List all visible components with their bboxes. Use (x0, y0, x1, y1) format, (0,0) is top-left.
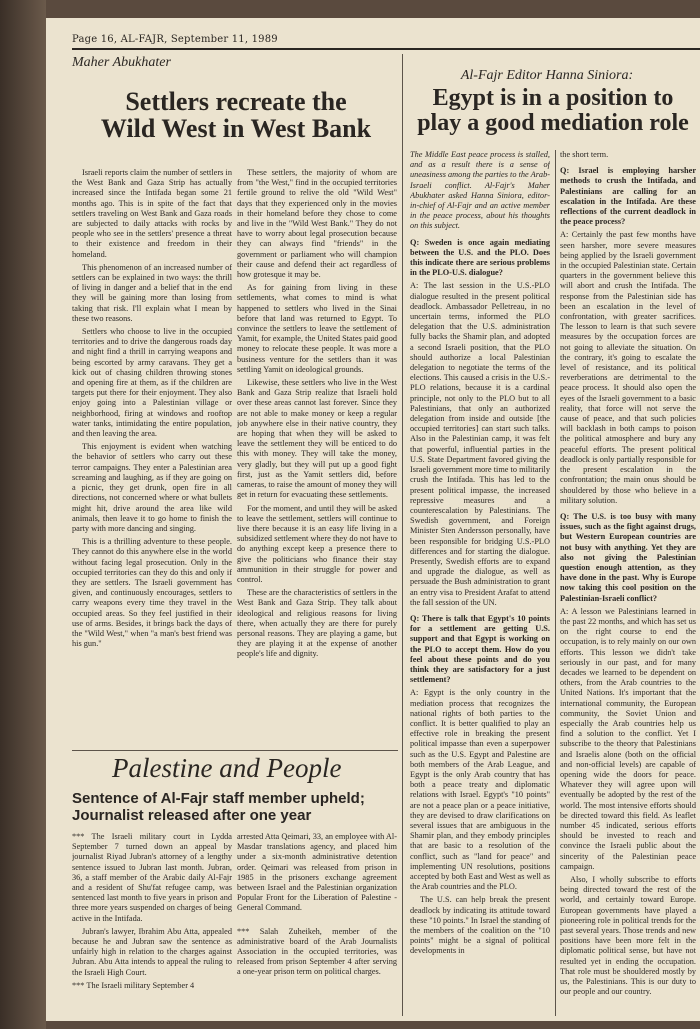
paragraph: As for gaining from living in these settlements, what comes to mind is what happened to settlers who lived in the Sinai before that land was returned to Egypt. To convince the settlers to leave the settlement of Yamit, for example, the United States paid good money to relocate these people. It was more a business venture for the settlers than it was settling Yamit on ideological grounds. (237, 283, 397, 374)
question: Q: Israel is employing harsher methods to crush the Intifada, and Palestinians are calling for an escalation in the Intifada. Are these reflections of the current deadlock in the peace process? (560, 166, 696, 227)
left-headline-line-1: Settlers recreate the (125, 87, 347, 116)
question: Q: The U.S. is too busy with many issues, such as the fight against drugs, but Western European countries are not busy with anything. Yet they are also not giving the Palestinian question enough attention, as they have done in the past. Why is Europe now taking this cool position on the Palestinian-Israeli conflict? (560, 511, 696, 603)
right-article-column-2 (560, 150, 696, 1018)
news-brief-column-2 (237, 832, 397, 1014)
paragraph: Jubran's lawyer, Ibrahim Abu Atta, appealed because he and Jubran saw the sentence as unfairly high in relation to the charges against Jubran. Abu Atta intends to appeal the ruling to the Israeli High Court. (72, 926, 232, 977)
newspaper-page (46, 18, 700, 1021)
paragraph: The U.S. can help break the present deadlock by indicating its attitude toward these "10 points." In Israel the standing of the members of the coalition on the "10 points" might be a signal of political developments in (410, 895, 550, 956)
news-brief-headline-line-1: Sentence of Al-Fajr staff member upheld; (72, 790, 365, 807)
left-article-column-2 (237, 168, 397, 748)
news-brief-column-1 (72, 832, 232, 1014)
right-headline-line-1: Egypt is in a position to (432, 85, 674, 111)
paragraph: *** The Israeli military court in Lydda September 7 turned down an appeal by journalist Riyad Jubran's attorney of a lengthy sentence issued to Jubran last month. Jubran, 36, a staff member of the Arabic daily Al-Fajr and a resident of Shu'fat refugee camp, was sentenced last month to five years in prison and three more years suspended on charges of being active in the Intifada. (72, 832, 232, 923)
question: Q: Sweden is once again mediating between the U.S. and the PLO. Does this indicate there are serious problems in the PLO-U.S. dialogue? (410, 237, 550, 278)
right-headline-line-2: play a good mediation role (417, 110, 689, 137)
right-article-column-1 (410, 150, 550, 1018)
paragraph: These are the characteristics of settlers in the West Bank and Gaza Strip. They talk about ideological and religious reasons for living there, when actually they are there for purely personal reasons. They are playing a game, but they are playing it at the expense of another people's life and dignity. (237, 588, 397, 659)
paragraph: Israeli reports claim the number of settlers in the West Bank and Gaza Strip has actually increased since the Intifada began some 21 months ago. This is in spite of the fact that settlers traveling on West Bank and Gaza roads are subjected to daily attacks with rocks by people who see in the settlers' presence a threat to their existence and freedom in their homeland. (72, 168, 232, 259)
question: Q: There is talk that Egypt's 10 points for a settlement are getting U.S. support and that Egypt is working on the PLO to accept them. How do you feel about these points and do you think they are satisfactory for a just settlement? (410, 613, 550, 685)
intro-paragraph: The Middle East peace process is stalled, and as a result there is a sense of uneasiness among the parties to the Arab-Israeli conflict. Al-Fajr's Maher Abukhater asked Hanna Siniora, editor-in-chief of Al-Fajr and an active member in the peace process, about his thoughts on this subject. (410, 150, 550, 231)
paragraph: This is a thrilling adventure to these people. They cannot do this anywhere else in the world without facing legal prosecution. Only in the occupied territories can they do this and only if they are settlers. The Israeli government has given, and continuously encourages, settlers to carry weapons every time they travel in the occupied areas. So they feel justified in their use of arms. Besides, it brings back the days of the "Wild West," when "a man's best friend was his gun." (72, 537, 232, 649)
spacer (237, 917, 397, 927)
section-divider (72, 750, 398, 751)
paragraph: This phenomenon of an increased number of settlers can be explained in two ways: the thrill of living in danger and a belief that in the end they will be gaining more than losing from taking that risk. I'll explain what I mean by these two reasons. (72, 262, 232, 323)
paragraph: *** Salah Zuheikeh, member of the administrative board of the Arab Journalists Association in the occupied territories, was released from prison September 4 after serving a one-year prison term on political charges. (237, 926, 397, 977)
paragraph: *** The Israeli military September 4 (72, 980, 195, 990)
page-edge-shadow (0, 0, 46, 1029)
column-divider (402, 54, 403, 1016)
news-brief-headline (72, 790, 402, 824)
paragraph: For the moment, and until they will be asked to leave the settlement, settlers will continue to live there because it is an easy life living in a subsidized settlement where they do not have to do anything except keep a presence there to give the politicians who finance their stay ammunition in their struggle for power and control. (237, 503, 397, 584)
header-rule (72, 48, 700, 50)
left-headline-line-2: Wild West in West Bank (100, 114, 372, 144)
answer: A: A lesson we Palestinians learned in the past 22 months, and which has set us on the right course to end the occupation, is to rely mainly on our own efforts. This lesson we didn't take seriously in our past, and for many decades we learned to be dependent on others, from the Arab countries to the United Nations. It's important that the international community, the European community, the Soviet Union and especially the Arab countries help us find a solution to the conflict. Yet I subscribe to the theory that Palestinians and Israelis alone (both on the official and non-official levels) are capable of opening wide the doors for peace. Whatever they will agree upon will eventually be adopted by the rest of the world. The most intensive efforts should be directed toward this field. As leaflet number 45 indicated, serious efforts should be invested to reach and convince the Israeli public about the sincerity of the Palestinian peace campaign. (560, 606, 696, 871)
news-brief-headline-line-2: Journalist released after one year (72, 807, 312, 824)
left-byline: Maher Abukhater (72, 55, 171, 70)
answer: A: Egypt is the only country in the mediation process that recognizes the national rights of both parties to the conflict. It is better qualified to play an effective role in breaking the present political impasse than even a superpower such as the U.S. Egypt and Palestine are both members of the Arab League, and Egypt is the only Arab country that has both a peace treaty and diplomatic relations with Israel. Egypt's "10 points" are not a peace plan or a peace initiative, they are devised to draw clarifications on several issues that are ambiguous in the Shamir plan, and they embody principles that are basic to a resolution of the conflict, such as "land for peace" and implementing UN resolutions, positions accepted by both East and West as well as the Arab countries and the PLO. (410, 688, 550, 892)
section-title: Palestine and People (112, 753, 342, 783)
paragraph: Likewise, these settlers who live in the West Bank and Gaza Strip realize that Israeli hold over these areas cannot last forever. Since they are not able to make money or keep a regular job anywhere else in their native country, they are hoping that when they will be asked to leave the settlement they will be enticed to do this with money. They will take the money, very gladly, but they will put up a good fight first, just as the Yamit settlers did, before cameras, to raise the amount of money they will get in return for evacuating these settlements. (237, 378, 397, 500)
left-headline (76, 88, 396, 143)
paragraph: This enjoyment is evident when watching the behavior of settlers who carry out these terror campaigns. They enter a Palestinian area screaming and laughing, as if they are going on a picnic, they get drunk, open fire in all directions, not concerned where or what bullets might hit, drive around the area like wild animals, then leave it to go home to finish the party with more dancing and singing. (72, 442, 232, 533)
right-headline (404, 86, 700, 136)
paragraph: Also, I wholly subscribe to efforts being directed toward the rest of the world, and certainly toward Europe. European governments have played a pioneering role in political trends for the past several years. Those trends and new positions have been more felt in the diplomatic political sense, but have not resulted yet in ending the occupation. That role must be shouldered mostly by us, the Palestinians. This is our duty to our people and our country. (560, 875, 696, 997)
page-header: Page 16, AL-FAJR, September 11, 1989 (72, 34, 278, 45)
right-byline: Al-Fajr Editor Hanna Siniora: (460, 68, 634, 83)
paragraph: Settlers who choose to live in the occupied territories and to drive the dangerous roads day and night find a thrill in carrying weapons and being escorted by army caravans. They get a kick out of chasing children throwing stones and opening fire at them, as if the children are targets put there for their enjoyment. They also enjoy going into a Palestinian village or neighborhood, firing at windows and rooftop water tanks, intimidating the entire population, and then leaving the area. (72, 327, 232, 439)
paragraph: arrested Atta Qeimari, 33, an employee with Al-Masdar translations agency, and placed him under a six-month administrative detention order. Qeimari was released from prison in 1985 in the prisoners exchange agreement between Israel and the Palestinian organization Popular Front for the Liberation of Palestine - General Command. (237, 832, 397, 913)
answer: the short term. (560, 150, 609, 159)
column-divider (555, 150, 556, 1016)
left-article-column-1 (72, 168, 232, 748)
answer: A: Certainly the past few months have seen harsher, more severe measures being applied by the Israeli government in the occupied Palestinian state. Certain quarters in the government believe this will abort and crush the Intifada. The response from the Palestinian side has been an escalation in the level of confrontation, with greater sacrifices. The lesson to learn is that such severe measures by the occupation forces are not going to alleviate the situation. On the contrary, it's going to escalate the level of resistance, and its political reverberations are detrimental to the peace process. It should also open the eyes of the Israeli government to a basic reality, that force will not serve the cause of peace, and that such policies will backlash in both camps to poison the political atmosphere and bury any peaceful efforts. The present political deadlock is only partially responsible for the present escalation in the confrontation; the main onus should be shouldered by those who believe in a military solution. (560, 230, 696, 505)
answer: A: The last session in the U.S.-PLO dialogue resulted in the present political deadlock. Ambassador Pelletreau, in no uncertain terms, informed the PLO delegation that the U.S. administration fully backs the Shamir plan, and adopted a second Israeli position, that the PLO should authorize a local Palestinian delegation to negotiate the terms of the elections. This caused a crisis in the U.S.-PLO relations, because it is a cardinal principle, not only to the PLO but to all Palestinians, that only an authorized delegation from inside and outside [the occupied territories] can start such talks. Also in the Palestinian camp, it was felt that powerful, influential parties in the U.S. State Department favored giving the Israeli government more time to militarily crush the Intifada. This has led to the present political impasse, the increased repressive measures and a counterescalation by Palestinians. The Swedish government, and Foreign Minister Sten Andersson personally, have been responsible for bridging U.S.-PLO differences and for starting the dialogue. Presently, Swedish efforts are to expand and upgrade the dialogue, as well as persuade the Bush administration to grant an entry visa to President Arafat to attend the fall session of the UN. (410, 281, 550, 607)
paragraph: These settlers, the majority of whom are from "the West," find in the occupied territories fertile ground to relive the old "Wild West" days that they experienced only in the movies in their homeland before they chose to come and live in the "Wild West Bank." They do not have to worry about legal prosecution because they can always find "friends" in the government or parliament who will champion their cause and defend their act regardless of how grotesque it may be. (237, 168, 397, 280)
